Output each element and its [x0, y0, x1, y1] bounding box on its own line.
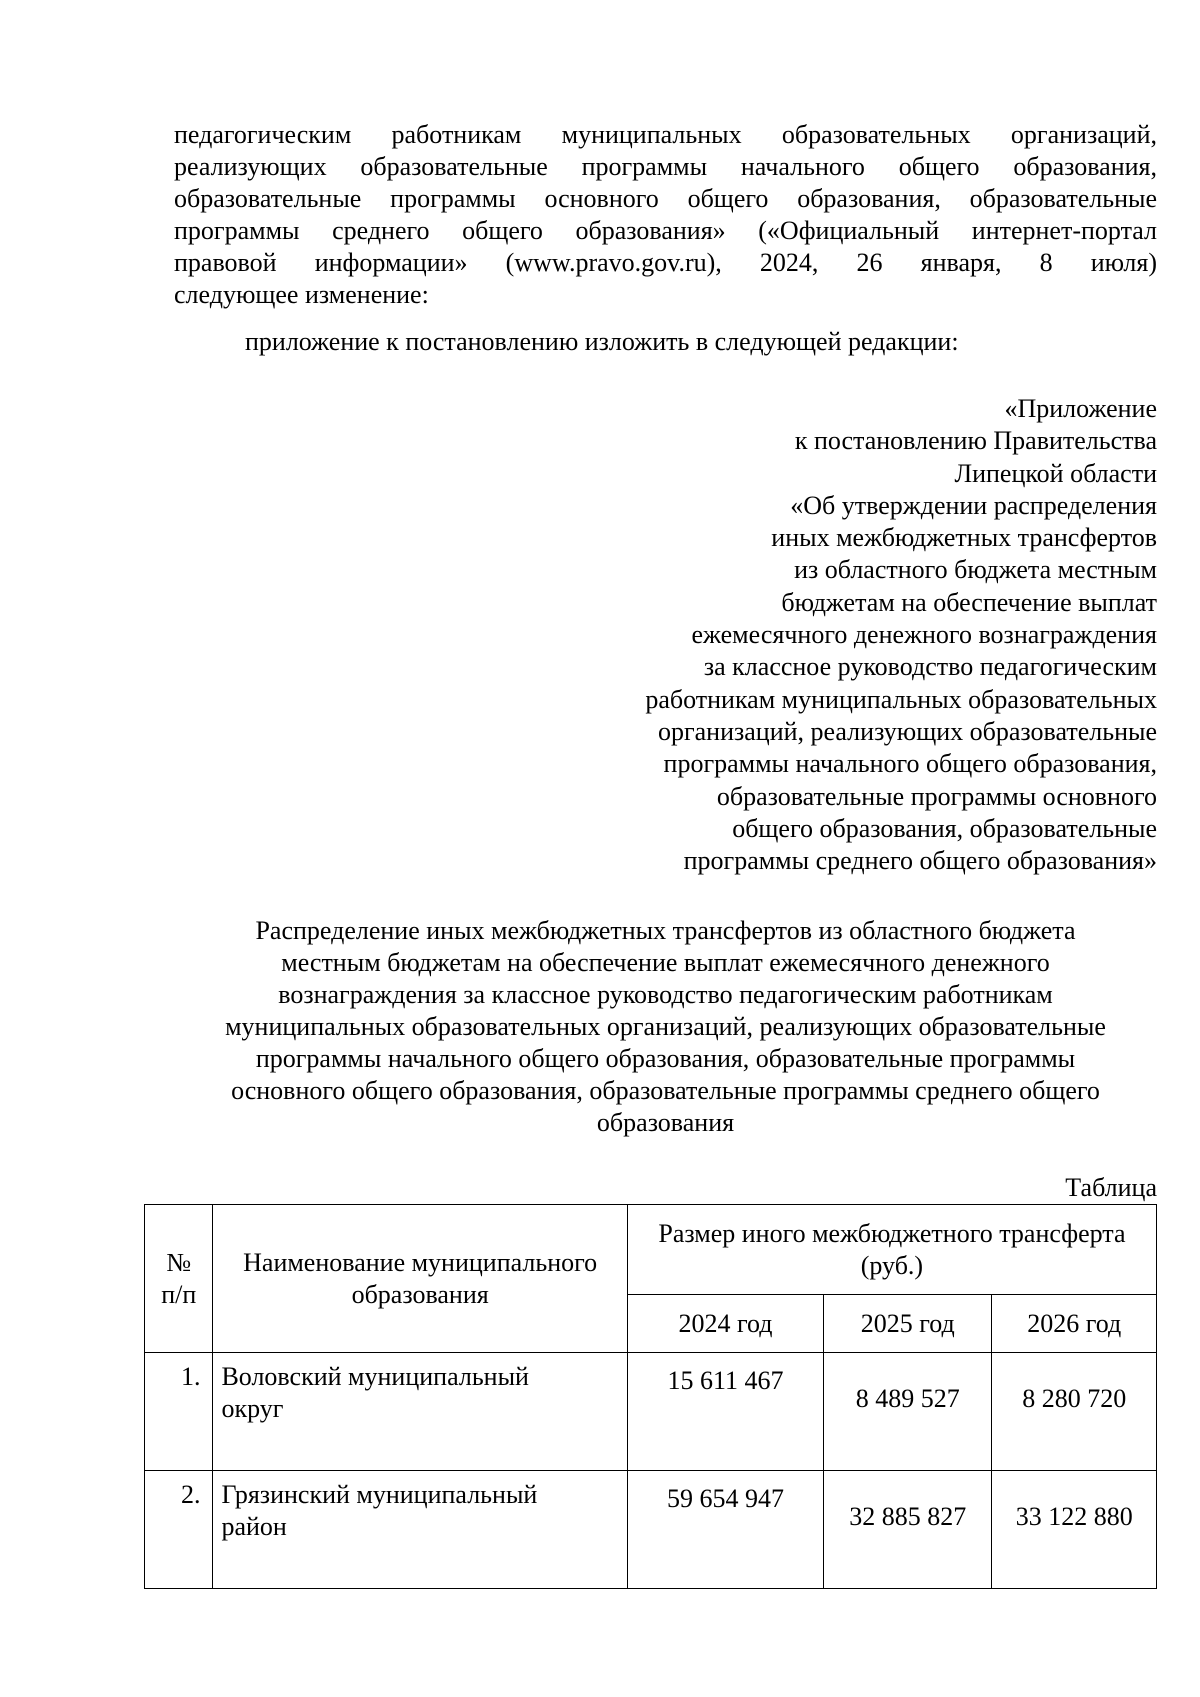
table-header-row — [145, 1205, 1157, 1295]
appendix-line: организаций, реализующих образовательные — [657, 716, 1157, 746]
document-title — [174, 915, 1157, 1139]
header-size-line: Размер иного межбюджетного трансферта — [658, 1218, 1126, 1248]
appendix-line: к постановлению Правительства — [794, 426, 1157, 456]
row-number-cell: 2. — [145, 1471, 213, 1589]
header-year-cell: 2026 год — [992, 1295, 1157, 1353]
appendix-line: работникам муниципальных образовательных — [645, 684, 1157, 714]
header-name-line: образования — [351, 1279, 489, 1309]
row-name-cell — [213, 1353, 627, 1471]
header-size-cell — [627, 1205, 1156, 1295]
header-name-line: Наименование муниципального — [243, 1247, 598, 1277]
instruction-paragraph: приложение к постановлению изложить в следующей редакции: — [245, 327, 959, 356]
intro-line: программы среднего общего образования» («Официальный интернет-портал — [174, 216, 1157, 245]
appendix-line: программы начального общего образования, — [663, 749, 1157, 779]
appendix-line: общего образования, образовательные — [732, 813, 1157, 843]
intro-paragraph — [174, 119, 1157, 311]
header-num-line: № — [166, 1247, 192, 1277]
row-value-2025: 8 489 527 — [824, 1353, 992, 1471]
row-name-cell — [213, 1471, 627, 1589]
title-line: вознаграждения за классное руководство педагогическим работникам — [278, 980, 1053, 1009]
appendix-line: иных межбюджетных трансфертов — [771, 523, 1157, 553]
row-number-cell: 1. — [145, 1353, 213, 1471]
title-line: Распределение иных межбюджетных трансфертов из областного бюджета — [255, 916, 1076, 945]
intro-line: следующее изменение: — [174, 280, 429, 309]
row-value-2026: 33 122 880 — [992, 1471, 1157, 1589]
header-year-cell: 2025 год — [824, 1295, 992, 1353]
row-name-line: округ — [221, 1394, 284, 1423]
appendix-line: Липецкой области — [954, 458, 1157, 488]
transfer-table — [144, 1204, 1157, 1589]
title-line: основного общего образования, образовательные программы среднего общего — [231, 1076, 1100, 1105]
header-name-cell — [213, 1205, 627, 1353]
title-line: муниципальных образовательных организаций, реализующих образовательные — [225, 1012, 1106, 1041]
intro-line: реализующих образовательные программы начального общего образования, — [174, 152, 1157, 181]
appendix-line: бюджетам на обеспечение выплат — [781, 587, 1157, 617]
row-name-line: Воловский муниципальный — [221, 1362, 529, 1391]
intro-line: образовательные программы основного общего образования, образовательные — [174, 184, 1157, 213]
header-year-cell: 2024 год — [627, 1295, 823, 1353]
row-value-2024: 15 611 467 — [627, 1353, 823, 1471]
header-num-cell — [145, 1205, 213, 1353]
appendix-line: «Приложение — [1004, 394, 1157, 423]
header-num-line: п/п — [161, 1279, 197, 1309]
appendix-line: «Об утверждении распределения — [790, 490, 1157, 520]
header-size-line: (руб.) — [860, 1250, 924, 1280]
appendix-line: образовательные программы основного — [716, 781, 1157, 811]
intro-line: педагогическим работникам муниципальных образовательных организаций, — [174, 120, 1157, 149]
row-value-2025: 32 885 827 — [824, 1471, 992, 1589]
appendix-line: ежемесячного денежного вознаграждения — [691, 620, 1157, 650]
table-row — [145, 1353, 1157, 1471]
row-value-2024: 59 654 947 — [627, 1471, 823, 1589]
row-name-line: Грязинский муниципальный — [221, 1480, 538, 1509]
appendix-heading — [560, 393, 1157, 877]
table-row — [145, 1471, 1157, 1589]
appendix-line: из областного бюджета местным — [794, 555, 1157, 585]
title-line: местным бюджетам на обеспечение выплат ежемесячного денежного — [281, 948, 1050, 977]
title-line: образования — [596, 1108, 735, 1137]
appendix-line: за классное руководство педагогическим — [703, 652, 1157, 682]
row-name-line: район — [221, 1512, 287, 1541]
row-value-2026: 8 280 720 — [992, 1353, 1157, 1471]
appendix-line: программы среднего общего образования» — [683, 846, 1157, 876]
table-caption: Таблица — [1065, 1173, 1157, 1202]
title-line: программы начального общего образования, образовательные программы — [255, 1044, 1076, 1073]
intro-line: правовой информации» (www.pravo.gov.ru), 2024, 26 января, 8 июля) — [174, 248, 1157, 277]
